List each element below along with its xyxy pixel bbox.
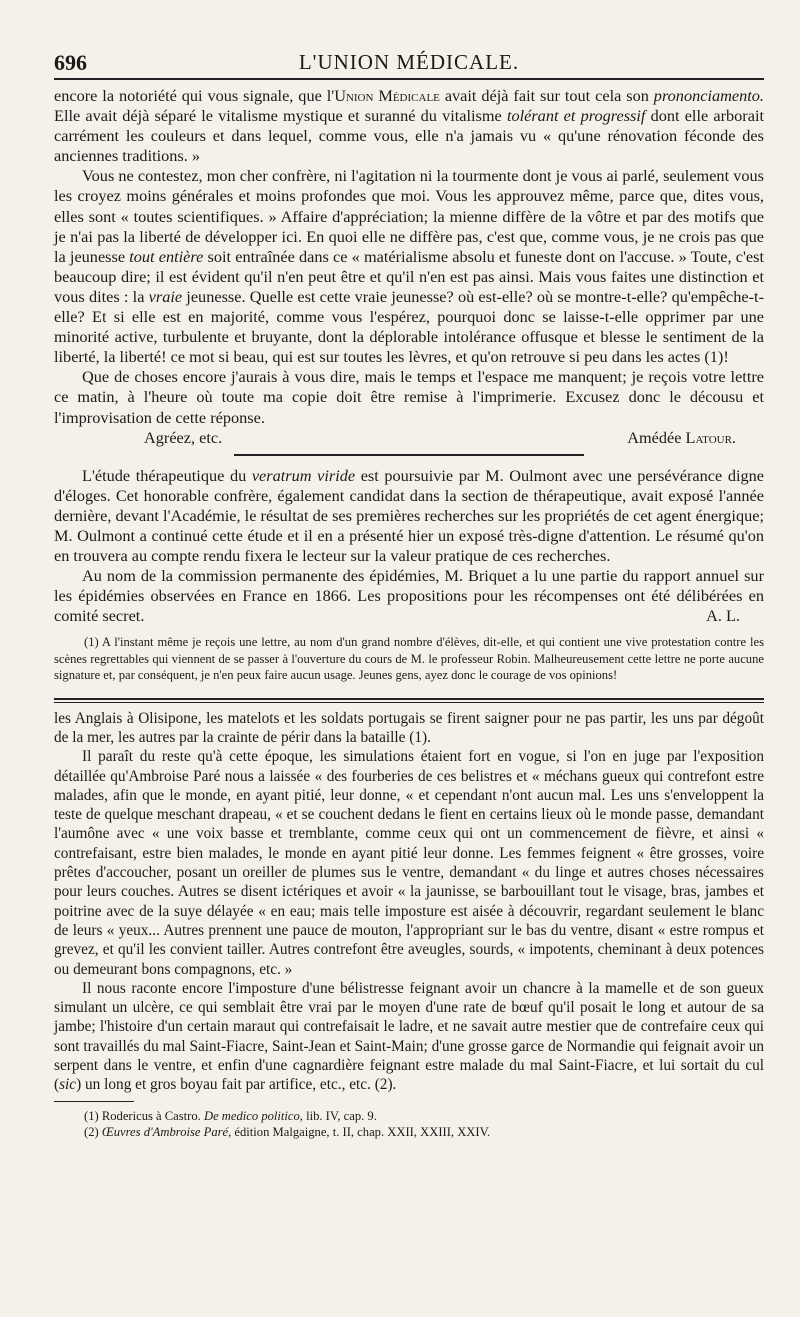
closing: Agréez, etc. <box>144 427 223 447</box>
letter-paragraph-1: encore la notoriété qui vous signale, que l'Union Médicale avait déjà fait sur tout cela son prononciamento. Elle avait déjà séparé le vitalisme mystique et suranné du vitalisme tolérant et progressif dont elle arborait carrément les couleurs et dans lequel, comme vous, elle n'a jamais vu « qu'une rénovation féconde des anciennes traditions. » <box>54 86 765 166</box>
running-title: L'UNION MÉDICALE. <box>298 50 520 74</box>
footnote-rule <box>54 1101 134 1102</box>
header-rule <box>54 78 764 80</box>
news-paragraph-2: Au nom de la commission permanente des épidémies, M. Briquet a lu une partie du rapport annuel sur les épidémies observées en France en 1866. Les propositions pour les récompenses ont été délibérées en comité secret. A. L. <box>54 566 764 626</box>
letter-signature-line <box>54 428 764 448</box>
signature: Amédée Latour. <box>627 427 736 447</box>
footnote-1: (1) Rodericus à Castro. De medico politico, lib. IV, cap. 9. <box>84 1108 377 1123</box>
feuilleton-rule-thin <box>54 702 764 703</box>
section-separator <box>234 454 584 456</box>
feuilleton-rule <box>54 698 764 700</box>
page-header <box>54 40 764 76</box>
feuilleton-paragraph-1: les Anglais à Olisipone, les matelots et les soldats portugais se firent saigner pour ne pas partir, les uns par dégoût de la mer, les autres par la crainte de périr dans la bataille (1). <box>54 709 764 746</box>
page-number: 696 <box>54 50 87 75</box>
footnote-2: (2) Œuvres d'Ambroise Paré, édition Malgaigne, t. II, chap. XXII, XXIII, XXIV. <box>84 1125 491 1139</box>
letter-paragraph-3: Que de choses encore j'aurais à vous dire, mais le temps et l'espace me manquent; je reçois votre lettre ce matin, à l'heure où toute ma copie doit être remise à l'imprimerie. Excusez donc le décousu et l'improvisation de cette réponse. <box>54 367 764 427</box>
letter-paragraph-2: Vous ne contestez, mon cher confrère, ni l'agitation ni la tourmente dont je vous ai parlé, seulement vous les croyez moins générales et moins profondes que moi. Vous les approuvez même, parce que, dites vous, elles sont « toutes scientifiques. » Affaire d'appréciation; la mienne diffère de la vôtre et par des motifs que je n'ai pas la liberté de développer ici. En quoi elle ne diffère pas, c'est que, comme vous, je ne crois pas que la jeunesse tout entière soit entraînée dans ce « matérialisme absolu et funeste dont on l'accuse. » Toute, c'est beaucoup dire; il est évident qu'il n'en peut être et qu'il n'en est pas ainsi. Mais vous faites une distinction et vous dites : la vraie jeunesse. Quelle est cette vraie jeunesse? où est-elle? où se montre-t-elle? qu'empêche-t-elle? Et si elle est en majorité, comme vous l'espérez, pourquoi donc se laisse-t-elle opprimer par une minorité active, turbulente et bruyante, dont la déplorable intolérance offusque et blesse le sentiment de la liberté, la liberté! ce mot si beau, qui est sur toutes les lèvres, et qu'on retrouve si peu dans les actes (1)! <box>54 166 765 367</box>
feuilleton-paragraph-3: Il nous raconte encore l'imposture d'une bélistresse feignant avoir un chancre à la mamelle et de son gueux simulant un ulcère, ce qui semblait être vrai par le moyen d'une rate de bœuf qu'il posait le long et autour de sa jambe; l'histoire d'un certain maraut qui contrefaisait le ladre, et ne savait autre mestier que de contrefaire ceux qui sont travaillés du mal Saint-Fiacre, Saint-Jean et Saint-Main; d'une grosse garce de Normandie qui feignait avoir un serpent dans le ventre, et enfin d'une cagnardière feignant estre malade du mal Saint-Fiacre, et lui sortait du cul (sic) un long et gros boyau fait par artifice, etc., etc. (2). <box>54 979 764 1094</box>
feuilleton-paragraph-2: Il paraît du reste qu'à cette époque, les simulations étaient fort en vogue, si l'on en juge par l'exposition détaillée qu'Ambroise Paré nous a laissée « des fourberies de ces belistres et « méchans gueux qui contrefont estre malades, afin que le monde, en ayant pitié, leur donne, « et cependant n'ont aucun mal. Les uns s'enveloppent la teste de quelque meschant drapeau, « et se couchent dedans le fient en certains lieux où le monde passe, demandant l'aumône avec « une voix basse et tremblante, comme ceux qui ont un commencement de fièvre, et ainsi « contrefaisant, estre bien malades, le monde en ayant pitié leur donne. Les femmes feignent « être grosses, voire prêtes d'accoucher, posant un oreiller de plumes sus le ventre, demandant « du linge et autres choses nécessaires pour leurs couches. Autres se disent ictériques et avoir « la jaunisse, se barbouillant tout le visage, bras, jambes et poitrine avec de la suye délayée « en eau; mais telle imposture est aisée à découvrir, regardant seulement le blanc de leurs « yeux... Autres prennent une pauce de mouton, l'appropriant sur le bas du ventre, disant « estre rompus et grevez, et qu'il les convient tailler. Autres contrefont être aveugles, sourds, « impotents, cheminant à deux potences ou demeurant bons compagnons, etc. » <box>54 748 764 978</box>
footnote-letter: (1) A l'instant même je reçois une lettre, au nom d'un grand nombre d'élèves, dit-elle, et qui contient une vive protestation contre les scènes regrettables qui viennent de se passer à l'ouverture du cours de M. le professeur Robin. Malheureusement cette lettre ne porte aucune signature et, par conséquent, je n'en peux faire aucun usage. Jeunes gens, ayez donc le courage de vos opinions! <box>54 635 764 683</box>
news-paragraph-1: L'étude thérapeutique du veratrum viride est poursuivie par M. Oulmont avec une persévérance digne d'éloges. Cet honorable confrère, également candidat dans la section de thérapeutique, avait exposé l'année dernière, devant l'Académie, le résultat de ses premières recherches sur les propriétés de cet agent énergique; M. Oulmont a continué cette étude et il en a présenté hier un exposé très-digne d'attention. Le résumé qu'on en trouvera au compte rendu fixera le lecteur sur la valeur pratique de ces recherches. <box>54 465 765 566</box>
news-sign: A. L. <box>706 606 740 626</box>
